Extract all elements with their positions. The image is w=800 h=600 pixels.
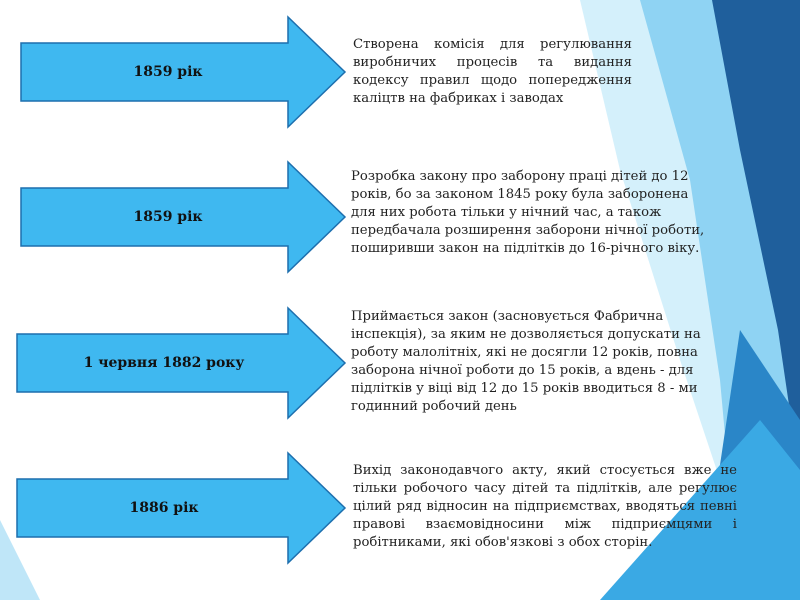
- timeline-text-2: Розробка закону про заборону праці дітей до 12 років, бо за законом 1845 року була заборонена для них робота тільки у нічний час, а також передбачала розширення заборони нічної роботи, поширивши закон на підлітків до 16-річного віку.: [351, 169, 705, 256]
- timeline-label-1: 1859 рік: [133, 64, 203, 80]
- timeline-label-3: 1 червня 1882 року: [83, 355, 245, 371]
- timeline-arrow-3: [16, 307, 346, 419]
- timeline-label-2: 1859 рік: [133, 209, 203, 225]
- timeline-text-4: Вихід законодавчого акту, який стосується вже не тільки робочого часу дітей та підлітків, але регулює цілий ряд відносин на підприємствах, вводяться певні правові взаємовідносини між підприємцями і робітниками, які обов'язкові з обох сторін.: [353, 463, 737, 550]
- timeline-arrow-1: [20, 16, 346, 128]
- timeline-arrow-4: [16, 452, 346, 564]
- timeline-text-1: Створена комісія для регулювання виробничих процесів та видання кодексу правил щодо попередження каліцтв на фабриках і заводах: [353, 37, 632, 106]
- timeline-text-3: Приймається закон (засновується Фабрична інспекція), за яким не дозволяється допускати на роботу малолітніх, які не досягли 12 років, повна заборона нічної роботи до 15 років, а вдень - для підлітків у віці від 12 до 15 років вводиться 8 - ми годинний робочий день: [351, 309, 701, 414]
- timeline-label-4: 1886 рік: [129, 500, 199, 516]
- timeline-arrow-2: [20, 161, 346, 273]
